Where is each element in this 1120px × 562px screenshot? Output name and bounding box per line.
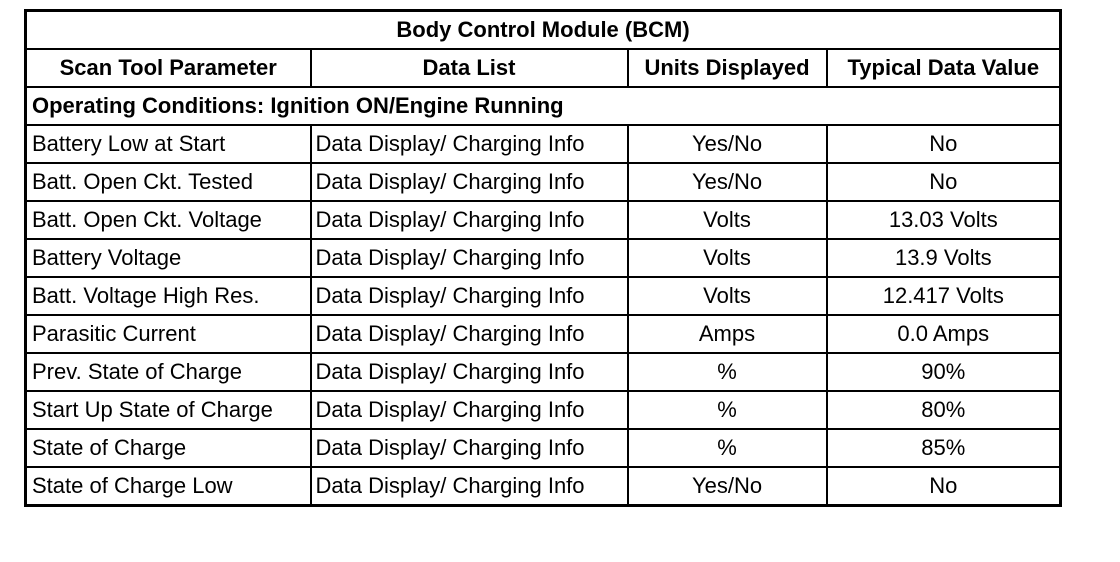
operating-conditions: Operating Conditions: Ignition ON/Engine Running	[26, 87, 1061, 125]
column-header-data-list: Data List	[311, 49, 628, 87]
table-row	[26, 163, 1061, 201]
cell-data-list: Data Display/ Charging Info	[311, 315, 628, 353]
table-row	[26, 353, 1061, 391]
cell-scan-tool-parameter: State of Charge Low	[26, 467, 311, 506]
cell-units-displayed: Amps	[628, 315, 827, 353]
cell-units-displayed: Yes/No	[628, 125, 827, 163]
cell-data-list: Data Display/ Charging Info	[311, 467, 628, 506]
cell-scan-tool-parameter: Batt. Open Ckt. Tested	[26, 163, 311, 201]
cell-units-displayed: Volts	[628, 239, 827, 277]
table-row	[26, 391, 1061, 429]
table-row	[26, 467, 1061, 506]
table-body	[26, 11, 1061, 506]
table-row	[26, 201, 1061, 239]
conditions-row	[26, 87, 1061, 125]
cell-scan-tool-parameter: Battery Voltage	[26, 239, 311, 277]
cell-typical-data-value: 13.9 Volts	[827, 239, 1061, 277]
header-row	[26, 49, 1061, 87]
cell-units-displayed: %	[628, 429, 827, 467]
cell-typical-data-value: No	[827, 125, 1061, 163]
cell-scan-tool-parameter: Battery Low at Start	[26, 125, 311, 163]
cell-scan-tool-parameter: Parasitic Current	[26, 315, 311, 353]
cell-data-list: Data Display/ Charging Info	[311, 239, 628, 277]
column-header-units-displayed: Units Displayed	[628, 49, 827, 87]
table-row	[26, 315, 1061, 353]
cell-typical-data-value: No	[827, 163, 1061, 201]
cell-units-displayed: %	[628, 391, 827, 429]
cell-data-list: Data Display/ Charging Info	[311, 201, 628, 239]
cell-scan-tool-parameter: Start Up State of Charge	[26, 391, 311, 429]
cell-units-displayed: %	[628, 353, 827, 391]
cell-scan-tool-parameter: Prev. State of Charge	[26, 353, 311, 391]
cell-typical-data-value: 85%	[827, 429, 1061, 467]
cell-data-list: Data Display/ Charging Info	[311, 277, 628, 315]
cell-units-displayed: Volts	[628, 201, 827, 239]
bcm-data-table	[24, 9, 1062, 507]
cell-data-list: Data Display/ Charging Info	[311, 125, 628, 163]
cell-typical-data-value: 90%	[827, 353, 1061, 391]
cell-data-list: Data Display/ Charging Info	[311, 429, 628, 467]
cell-typical-data-value: 0.0 Amps	[827, 315, 1061, 353]
cell-scan-tool-parameter: State of Charge	[26, 429, 311, 467]
cell-typical-data-value: 80%	[827, 391, 1061, 429]
table-row	[26, 429, 1061, 467]
cell-data-list: Data Display/ Charging Info	[311, 163, 628, 201]
cell-scan-tool-parameter: Batt. Voltage High Res.	[26, 277, 311, 315]
cell-units-displayed: Yes/No	[628, 467, 827, 506]
table-title: Body Control Module (BCM)	[26, 11, 1061, 50]
table-row	[26, 125, 1061, 163]
cell-typical-data-value: 13.03 Volts	[827, 201, 1061, 239]
column-header-typical-data-value: Typical Data Value	[827, 49, 1061, 87]
title-row	[26, 11, 1061, 50]
cell-typical-data-value: No	[827, 467, 1061, 506]
column-header-scan-tool-parameter: Scan Tool Parameter	[26, 49, 311, 87]
table-row	[26, 277, 1061, 315]
cell-units-displayed: Volts	[628, 277, 827, 315]
cell-scan-tool-parameter: Batt. Open Ckt. Voltage	[26, 201, 311, 239]
cell-typical-data-value: 12.417 Volts	[827, 277, 1061, 315]
cell-data-list: Data Display/ Charging Info	[311, 353, 628, 391]
table-row	[26, 239, 1061, 277]
cell-units-displayed: Yes/No	[628, 163, 827, 201]
cell-data-list: Data Display/ Charging Info	[311, 391, 628, 429]
